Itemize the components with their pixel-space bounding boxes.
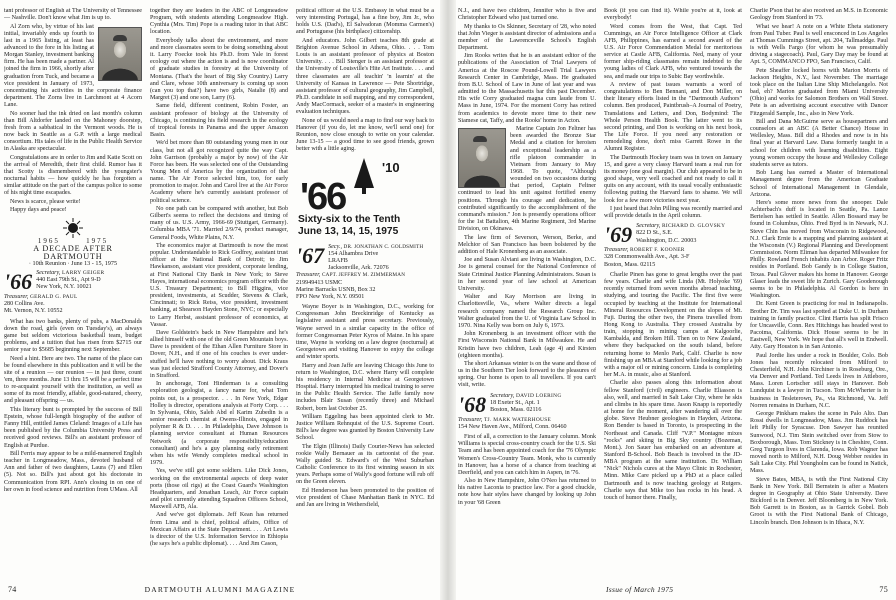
right-col-2 xyxy=(604,8,742,586)
treasurer-name: GERALD G. PAUL xyxy=(29,293,78,300)
secretary-addr: 154 Alhambra Drive xyxy=(328,250,379,257)
para: Happy days and peace! xyxy=(10,207,67,214)
reunion-66: '66 xyxy=(300,175,346,218)
decade-years: 1965 1975 xyxy=(37,237,109,246)
class-year: '69 xyxy=(604,223,633,248)
para: John Kronenberg is an investment officer with the First Wisconsin National Bank in Milwaukee. He and Kristin have two children, Leah (age 4) and Kirsten (eighteen months). xyxy=(458,331,596,359)
para: together they are leaders in the ABC of Longmeadow Program, with students attending Longmeadow High. Cynthia (Mrs. Tim) Pope is a reading tutor in that ABC location. xyxy=(150,8,288,36)
tree-icon xyxy=(354,158,374,188)
para: Here's some more news from the snooper. Dale Achterbach's duff is located in Seattle, Pa. Lance Bertelsen has settled in Seattle. Allen Bossard may be found in Columbus, Ohio. Fred Byrd is in Newark, N.J. Steve Chin has moved from Wisconsin to Ridgewood, N.J. Clark Ernie is a mapping and planning assistant at the Wisconsin (V.) Regional Planning and Development Commission. Norm Eliman has departed Milwaukee for Philly. Rowland French inhabits Ann Arbor. Roger Fritz resides in Portland. Bob Gandy is in College Station, Texas. Paul Glover makes his home in Hanover. George Glaser leads the sweet life in Zurich. Gary Goodenough seems to be in Philadelphia. Al Gordon is here in Washington. xyxy=(750,200,888,300)
para: No sooner had the ink dried on last month's column than Bill Altdorfer landed on the Mahoney doorstep, fresh from a sabbatical in the Vermont woods. He is now back in Seattle as a G.P. with a large medical consortium. His tales of life in the Public Health Service in Alaska are spectacular. xyxy=(4,110,142,153)
issue-footer: Issue of March 1975 xyxy=(606,585,674,594)
para: Congratulations are in order to Jim and Katie Scott on the arrival of Meredith, their first child. Rumor has it that Scotty is dismembered with the youngster's nocturnal habits — how quickly he has forgotten a similar attitude on the part of the campus police to some of his night time escapades. xyxy=(4,154,142,197)
treasurer-addr: Mt. Vernon, N.Y. 10552 xyxy=(4,308,63,315)
para: tant professor of English at The University of Tennessee — Nashville. Don't know what Jim is up to. xyxy=(4,8,142,22)
class-67-header xyxy=(296,244,434,302)
headshot-photo xyxy=(458,128,506,188)
para: I just heard that John Pilling was recently married and will provide details in the April column. xyxy=(604,205,742,220)
para: Bill Ferris may appear to be a mild-mannered English teacher in Longmeadow, Mass., devoted husband of Ann and father of two daughters, Laura (7) and Ellen (5). Not so. Bill's just about got his doctorate in Communication from RPI. Ann's closing in on one of her own in food science and nutrition from UMass. All xyxy=(4,450,142,493)
para: Bob Lang has earned a Master of International Management degree from the American Graduate School of International Management in Glendale, Arizona. xyxy=(750,170,888,198)
decade-sub: · 10th Reunion · June 13 - 15, 1975 xyxy=(28,259,118,267)
treasurer-addr: 219949413 USMC xyxy=(296,279,343,286)
secretary-addr: New York, N.Y. 10021 xyxy=(36,284,92,291)
para: Same field, different continent, Robin Foster, an assistant professor of biology at the University of Chicago, is continuing his field research in the ecology of tropical forests in Panama and the upper Amazon Basin. xyxy=(150,103,288,139)
para: Dr. Kent Green is practicing for real in Indianapolis. Brother Dr. Tim was last spotted at Duke U. in Durham training in family practice. Clint Harris has split Frisco for Uncasville, Conn. Rex Hitchings has headed west to Pacoima, California. Dick House seems to be in Eastwell, New York. We hope that all's well in Endwell. Atty. Gary Houston is in San Antonio. xyxy=(750,301,888,351)
right-page xyxy=(456,0,896,600)
secretary-addr: 440 East 79th St., Apt 9-D xyxy=(36,277,101,284)
para: The Dartmouth Hockey team was in town on January 15, and gave a very classy Harvard team a real run for its money (one goal margin). Our club appeared to be in good shape, very well coached and not ready to call it quits on any account, with its usual vocally enthusiastic following putting the Harvard fans to shame. We will look for a few more victories next year. xyxy=(604,154,742,204)
tree-trunk xyxy=(362,188,366,194)
para: Also in New Hampshire, John O'Neo has returned to his native Laconia to practice law. For a good chuckle, note how hair styles have changed by looking up John in your '68 Green xyxy=(458,478,596,506)
para: None of us would need a map to find our way back to Hanover (if you do, let me know, we'll send one) for Reunion, now close enough to write on your calendar. June 13-15 — a good time to see good friends, grown better with a little aging. xyxy=(296,117,434,153)
treasurer-addr: FPO New York, N.Y. 09501 xyxy=(296,293,365,300)
para: Dave Goldstein's back in New Hampshire and he's allied himself with one of the old Green Mountain boys. Dave is president of the Ethan Allen Furniture Store in Dover, N.H., and if one of his couches is ever under-stuffed he'll have nothing to worry about. Dick Kraus was just elected Strafford County Attorney, and Dover's in Strafford. xyxy=(150,330,288,379)
secretary-addr: 18 Exeter St., Apt. 1 xyxy=(490,399,540,406)
para: Book (if you can find it). While you're at it, look at everybody! xyxy=(604,8,742,22)
treasurer-label: Treasurer, xyxy=(296,272,321,279)
class-66-header xyxy=(4,270,142,316)
reunion-dates: June 13, 14, 15, 1975 xyxy=(298,225,399,237)
page-gutter xyxy=(440,0,456,600)
para: My thanks to Os Skinner, Secretary of '28, who noted that John Vieger is assistant director of admissions and a member of the Lawrenceville School's English Department. xyxy=(458,23,596,51)
secretary-addr: Washington, D.C. 20003 xyxy=(636,237,697,244)
page-number: 74 xyxy=(8,585,17,594)
para: Word comes from the West, that Capt. Ted Cummings, an Air Force Intelligence Officer at Clark AFB, Philippines, has earned a second award of the U.S. Air Force Commendation Medal for meritorious service at Castle AFB, California. Ned, many of your former ship-riding classmates remain indebted to the young ladies of Clark AFB, who ventured towards the sea, and made our trips to Subic Bay worthwhile. xyxy=(604,23,742,80)
class-68-header xyxy=(458,393,596,431)
secretary-label: Secretary, xyxy=(490,392,515,399)
para: Everybody talks about the environment, and more and more classmates seem to be doing something about it. Larry Foecke took his Ph.D. from Yale in forest ecology out where the action is and is now coordinator of graduate studies in forestry at the University of Montana. (That's the heart of Big Sky Country.) Larry and Clare, whose 10th anniversary is coming up soon (can you top that?) have two girls, Natalie (8) and Margret (3) and one son, Larry (6). xyxy=(150,37,288,102)
decade-emblem xyxy=(4,218,142,238)
para: What has two banks, plenty of pubs, a MacDonalds down the road, girls (even on Tuesday's), an always game but seldom victorious basketball team, budget problems, and a tuition that has risen from $2715 our senior year to $5685 beginning next September. xyxy=(4,318,142,354)
running-footer: DARTMOUTH ALUMNI MAGAZINE xyxy=(144,585,296,594)
para: A review of past issues warrants a word of congratulations to Ben Bennani, and Don Miller, on their literary efforts listed in the "Dartmouth Authors" column. Ben produced, Paintbrush–A Journal of Poetry, Translations and Letters, and Don, Bodymind: The Whole Person Health Book. The latter went to its second printing, and Don is working on his next book, The Life Force. If you need any restoration or remodeling done, don't miss Garrett Rowe in the Alumni Register. xyxy=(604,81,742,153)
para: Bill and Dana McGuirne serve as housepartners and counselors at an ABC (A Better Chance) House in Wellesley, Mass. Bill did a Rhodes and now is in his final year at Harvard Law. Dana formerly taught in a school for children with learning disabilities. Eight young women occupy the house and Wellesley College students serve as tutors. xyxy=(750,118,888,168)
left-page xyxy=(0,0,440,600)
sun-emblem-icon xyxy=(63,218,83,238)
para: The economics major at Dartmouth is now the most popular. Understandable to Rick Godfrey, assistant trust officer at the National Bank of Detroit; to Jim Hawkanson, assistant vice president, corporate lending, at First National City Bank in New York; to Steve Hayes, international economics program officer with the U.S. Treasury Department; to Bill Higgins, vice president, investments, at Scudder, Stevens & Clark, Cincinnati; to Rick Reiss, vice president, investment banking, at Shearson Hayden Stone, NYC; or especially to Larry Herbst, assistant professor of economics, at Vassar. xyxy=(150,242,288,328)
treasurer-name: ROBERT F. KOONER xyxy=(629,247,685,254)
class-year: '66 xyxy=(4,269,33,294)
headshot-photo xyxy=(98,27,142,81)
treasurer-addr: 280 Collins Ave. xyxy=(4,301,45,308)
para: Yes, we've still got some soldiers. Like Dick Jones, working on the environmental aspects of deep water ports (those oil rigs) at the Coast Guard's Washington Headquarters, and Jonathan Leach, Air Force captain and pilot currently attending Squadron Officers School, Maxwell AFB, Ala. xyxy=(150,468,288,511)
para: We'd bet more than 80 outstanding young men in our class, but not all got recognized quite the way Capt. John Garrison (probably a major by now) of the Air Force has been. He was selected one of the Outstanding Young Men of America by the organization of that name. The Air Force selected him, too, for early promotion to major. John and Carol live at the Air Force Academy where he's currently assistant professor of political science. xyxy=(150,140,288,204)
treasurer-addr: 328 Commonwealth Ave., Apt. 3-F xyxy=(604,254,690,261)
para: William Eggeling has been appointed clerk to Mr. Justice William Rehnquist of the U.S. Supreme Court. Bill's law degree was granted by Boston University Law School. xyxy=(296,413,434,442)
para: Steve Bates, MBA, is with the First National City Bank in New York. Bill Bernstein is after a Masters degree in Geography at Ohio State University. Dave Bickford is in Denver. Jeff Bloomberg is in New York. Bob Garrett is in Boston, as is Garrick Gobel. Bob Groot is with the First National Bank of Chicago, Lincoln branch. Don Johnson is in Ithaca, N.Y. xyxy=(750,476,888,526)
para: Joe and Susan Alviani are living in Washington, D.C. Joe is general counsel for the National Conference of State Criminal Justice Planning Administrators. Susan is in her second year of law school at American University. xyxy=(458,257,596,292)
para: No one path can be compared with another, but Bob Gilbert's seems to reflect the decisions and timing of many of us. U.S. Army, 1966-69 (Stuttgart, Germany). Columbia MBA '71. Married 2/9/74, product manager, General Foods, White Plains, N.Y. xyxy=(150,205,288,241)
para: Charlie P'son that he also received an M.S. in Economic Geology from Stanford in '73. xyxy=(750,8,888,22)
secretary-label: Secy., xyxy=(328,243,342,250)
treasurer-name: TJ. MARK WATERHOUSE xyxy=(483,416,552,423)
para: What we hear! A note on a White Eheta stationery from Paul Tuber. Paul is well ensconced in Los Angeles at Thomas Cummings Street, apt. 204, Tallmaddge. Paul is with Wells Fargo (for whom he was presumably driving a stagecoach). Paul, Gary Day may be found at Apt. 5, COMMANCO FPO, San Francisco, Calif. xyxy=(750,23,888,66)
para: And educators. John Gilbert teaches 8th grade at Brighton Avenue School in Athens, Ohio. . . . Tom Louis is an assistant professor of physics at Boston University. . . . Bill Stenger is an assistant professor at the University of Louisville's Hite Art Institute. . . . and three classmates are all teachin' 'n learnin' at the University of Kansas in Lawrence — Pete Shortridge, assistant professor of cultural geography, Jim Campbell, Ph.D. candidate in soil mapping, and my correspondent, Andy MacCormack, seeker of a master's in engineering evaluation techniques. xyxy=(296,37,434,116)
treasurer-addr: Boston, Mass. 02115 xyxy=(604,261,656,268)
left-col-3 xyxy=(296,8,434,586)
secretary-name: DAVID LOERING xyxy=(515,392,562,399)
secretary-addr: 822 D St., S.E. xyxy=(636,230,673,237)
para: political officer at the U.S. Embassy in what must be a very interesting Portugal, has a fine boy, Jim Jr., who holds U.S. (Dad's), El Salvadoran (Momma Carmen's) and Portuguese (his birthplace) citizenship. xyxy=(296,8,434,36)
para: The short Arkansas winter is on the wane and those of us in the Southern Tier look forward to the pleasures of spring. Our home is open to all travellers. If you can't visit, write. xyxy=(458,361,596,389)
para: First of all, a correction to the January column. Monk Williams is special cross-country coach for the U.S. Ski Team and has been appointed coach for the '76 Olympic Women's Cross-Country Team. Monk, who is currently in Hanover, has a horse of a chance from teaching at Deerfield, and you can catch him in Aspen, in '76. xyxy=(458,434,596,476)
right-col-1 xyxy=(458,8,596,586)
para: Walter and Kay Morrison are living in Charlottesville, Va., where Walter directs a legal research company named the Research Group Inc. Walter graduated from the U. of Virginia Law School in 1970. Nina Kelly was born on July 6, 1973. xyxy=(458,294,596,329)
para: This literary bunt is prompted by the success of Bill Epstein, whose full-length biography of the author of Fanny Hill, entitled James Cleland: Images of a Life has been published by the Columbia University Press and received good reviews. Bill's an assistant professor of English at Purdue. xyxy=(4,406,142,449)
para: Charlie Pinen has gone to great lengths over the past few years. Charlie and wife Linda (Mt. Holyoke '69) recently returned from seven months abroad teaching, studying, and touring the Pacific. The first five were occupied by teaching at the Institute for International Mineral Resources Development on the slopes of Mt. Fuji. During the other two, the Pinens travelled from Hong Kong to Australia. They crossed Australia by train, stopping in mining camps at Kalgoorlie, Kambalda, and Broken Hill. Then on to New Zealand, where they backpacked on the south island, before returning home to Menlo Park, Calif. Charlie is now finishing up an MBA at Stanford while looking for a job with a major oil or mining concern. Linda is completing her M.A. in music, also at Stanford. xyxy=(604,271,742,379)
para: Ed Henderson has been promoted to the position of vice president of Chase Manhattan Bank in NYC. Ed and Jan are living in Wethersfield, xyxy=(296,487,434,509)
treasurer-label: Treasurer, xyxy=(604,247,629,254)
treasurer xyxy=(604,247,742,254)
secretary-name: RICHARD D. GLOVSKY xyxy=(661,223,726,230)
treasurer-addr: Marine Barracks USNB, Box 32 xyxy=(296,286,376,293)
para: Harry and Joan Jaffe are leaving Chicago this June to return to Washington, D.C. where Harry will complete his residency in Internal Medicine at Georgetown Hospital. Harry interrupted his medical training to serve in the Public Health Service. The Jaffe family now includes Blair Susan (recently three) and Michael Robert, born last October 25. xyxy=(296,362,434,412)
para: Pete Sheaffer locked horns with Marion Morris of Jackson Heights, N.Y., last November. The marriage took place on the Italian Line Ship Michelangelo. Not bad, eh? Marion graduated from Miami University (Ohio) and works for Salomon Brothers on Wall Street. Pete is an advertising account executive with Dancer Fitzgerald Sample, Inc., also in New York. xyxy=(750,67,888,117)
decade-title: A DECADE AFTER DARTMOUTH xyxy=(33,244,113,261)
para: In anchorage, Toni Hinderman is a consulting exploration geologist, a fancy name for, what Tom points out, is a prospector. . . . In New York, Edgar Holley is director, operations analysis at Forty Corp. . . . In Sylvania, Ohio, Saleh Abd el Karim Zubedin is a senior research chemist at Owens-Illinois, engaged in polymer R & D. . . . In Philadelphia, Dave Johnson is planning service consultant at Human Resources Network (a corporate responsibility/education consultant) and he's a guy planning early retirement when his wife Wendy completes medical school in 1979. xyxy=(150,381,288,466)
decade-logo xyxy=(4,218,142,267)
left-col-1-flow xyxy=(4,8,142,598)
treasurer-label: Treasurer, xyxy=(458,416,483,423)
secretary-name: LARRY GEIGER xyxy=(61,269,105,276)
reunion-tenth: '10 xyxy=(382,159,400,175)
para: Wayne Boyer is in Washington, D.C., working for Congressman John Breckinridge of Kentucky as legislative assistant and press secretary. Previously, Wayne served in a similar capacity in the office of former Congressman Peter Kyros of Maine. In his spare time, Wayne is working on a law degree (nocturnal) at Georgetown and visiting Hanover to enjoy the college and winter sports. xyxy=(296,304,434,361)
para: Paul Jordie lies under a rock in Boulder, Colo. Bob Jones has recently relocated from Milford to Chesterfield, N.H. John Kirchiner is in Roseburg, Ore., via Denver and Portland. Ted Leeds lives in Attleboro, Mass. Loren Lortscher still stays in Hanover. Bob Lundquist is a lawyer in Tucson. Tom McWherter is in business in Tesleterown, Pa., via Richmond, Va. Jeff Norren remains in Durham, N.C. xyxy=(750,352,888,409)
para: Charlie also passes along this information about fellow Stanford (civil) engineers. Charlie Eliasson is also, well, and married in Salt Lake City, where he skis and climbs in his spare time. Jason Knapp is reportedly at home for the moment, after wandering all over the globe. Steve Heubner geologises in Hayden, Arizona. Ron Bender is based in Toronto, is prospecting in the Northeast and Canada. Cliff "V.P." Montagne mixes "rocks" and skiing in Big Sky country (Bozeman, Mont.). Jon Sauer has embarked on an adventure at Stanford B-School. Bob Beach is involved in the JD-MBA program at the same institution. Dr. William "Nick" Nichols cures at the Mayo Clinic in Rochester, Minn. Mike Care picked up a PhD at a place called Dartmouth and is now teaching geology at Rutgers. Charlie says that Mike too has rocks in his head. A touch of humor there. Finally, xyxy=(604,380,742,501)
secretary-addr: Boston, Mass. 02116 xyxy=(490,407,542,414)
para: The Elgin (Illinois) Daily Courier-News has selected rookie Wally Bernauer as its cartoonist of the year. Wally guided St. Edward's of the West Suburban Catholic Conference to its first winning season in six years. Perhaps some of Wally's good fortune will rub off on the Green eleven. xyxy=(296,443,434,486)
treasurer-label: Treasurer, xyxy=(4,293,29,300)
para: Al Zorn who, by virtue of his last initial, invariably ends up fourth to last in a 1965 listing, at least has advanced to the fore in his listing at Morgan Stanley, investment banking firm. He has been made a partner. Al joined the firm in 1966, shortly after graduation from Tuck, and became a vice president in January of 1973, concentrating his activities in the corporate finance department. The Zorns live in Larchmont at 4 Acorn Lane. xyxy=(4,23,142,109)
treasurer-addr: 154 New Haven Ave., Milford, Conn. 06460 xyxy=(458,423,567,430)
treasurer-name: CAPT. JEFFREY M. ZIMMERMAN xyxy=(321,272,406,279)
class-year: '67 xyxy=(296,243,325,268)
treasurer xyxy=(296,272,434,279)
secretary-addr: LRAFB xyxy=(328,257,348,264)
treasurer xyxy=(458,417,596,424)
treasurer xyxy=(4,294,142,301)
reunion-tagline: Sixty-six to the Tenth xyxy=(298,213,401,225)
para: News is scarce, please write! xyxy=(10,198,81,205)
para: Marine Captain Jon Feltner has been awarded the Bronze Star Medal and a citation for heroism and exceptional leadership as a rifle platoon commander in Vietnam from January to May 1968. To quote, "Although wounded on two occasions during that period, Captain Feltner continued to lead his unit against fortified enemy positions. Through his courage and dedication, he contributed significantly to the accomplishment of the command's mission." Jon is presently operations officer for the 1st Battalion, 4th Marine Regiment, 3rd Marine Division, on Okinawa. xyxy=(458,126,596,233)
para: Need a hint. Here are two. The name of the place can be found elsewhere in this publication and it will be the site of a reunion — our reunion — in just three, count 'em, three months. June 13 thru 15 will be a perfect time to re-acquaint yourself with the institution, as well as some of its most friendly, affable, good-natured, cheery, and pleasant offspring — us. xyxy=(4,355,142,405)
secretary-label: Secretary, xyxy=(36,269,61,276)
class-year: '68 xyxy=(458,392,487,417)
class-69-header xyxy=(604,223,742,269)
page-number: 75 xyxy=(879,585,888,594)
reunion-66-graphic xyxy=(296,158,434,242)
para: The law firm of Severson, Werson, Berke, and Melchior of San Francisco has been bolstered by the addition of Hale Kronenberg as an associate. xyxy=(458,234,596,255)
para: George Pinkham makes the scene in Palo Alto. Dan Rossi dwells in Longmeadow, Mass. Jim Ruddock has left Philly for Syracuse. Don Sawyer has reunited Sunwood, N.J. Tim Stein switched over from Stow to Boxborough, Mass. Tom Stickney is in Cheshire, Conn. Greg Turgeon lives in Clarenda, Iowa. Rob Wagner has moved north to Milford, N.H. Doug Webber resides in Salt Lake City. Phil Youngholm can be found in Natick, Mass. xyxy=(750,411,888,475)
left-col-2 xyxy=(150,8,288,586)
right-col-3 xyxy=(750,8,888,586)
para: N.J., and have two children, Jennifer who is five and Christopher Edward who just turned one. xyxy=(458,8,596,22)
secretary-addr: Jacksonville, Ark. 72076 xyxy=(328,265,389,272)
para: Jim Rooks writes that he is an assistant editor of the publications of the Association of Trial Lawyers of America at the Roscoe Pound-Lowell Trial Lawyers Research Center in Cambridge, Mass. He graduated from B.U. School of Law in June of last year and was admitted to the Massachusetts bar this past December. His wife Corry graduated magna cum laude from U. Mass in June, 1974. For the moment Corry has retired from academics to devote more time to their new Siamese cat, Taffy, and the Rooks' home in Acton. xyxy=(458,53,596,124)
secretary-name: DR. JONATHAN C. GOLDSMITH xyxy=(343,243,424,250)
para: And we've got diplomats. Jeff Kean has returned from Lima and is chief, political affairs, Office of Mexican Affairs at the State Department. . . . Art Lewis is director of the U.S. Information Service in Ethiopia (he says he's a public diplomat). . . . And Jim Cason, xyxy=(150,512,288,548)
secretary-label: Secretary, xyxy=(636,223,661,230)
